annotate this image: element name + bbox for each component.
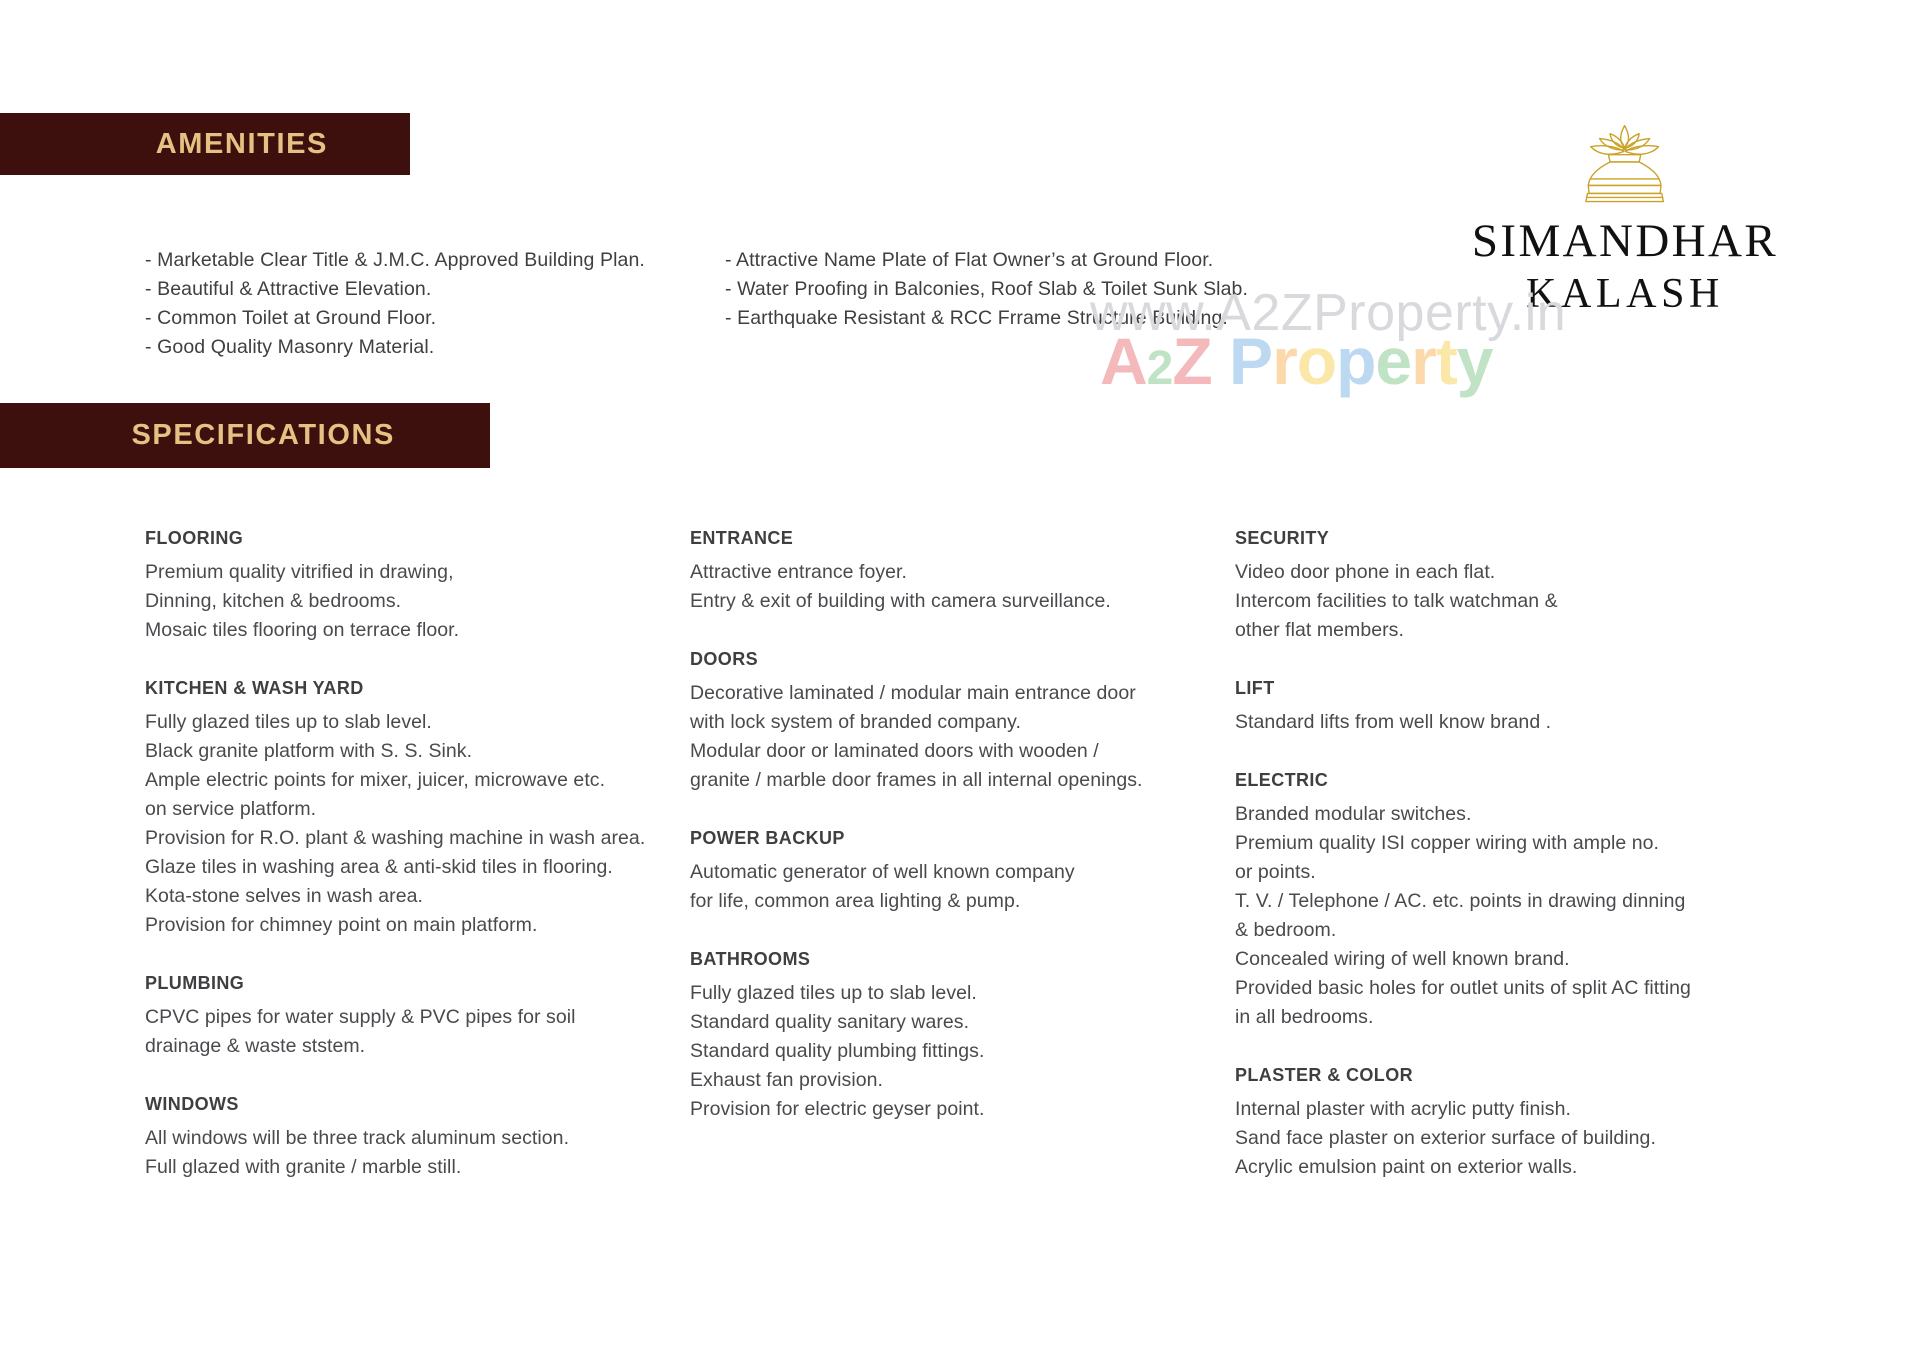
spec-group-title: SECURITY <box>1235 528 1330 548</box>
spec-line: Standard quality sanitary wares. <box>690 1011 970 1033</box>
spec-group-title: WINDOWS <box>145 1094 239 1114</box>
watermark-char-p: P <box>1211 324 1273 398</box>
spec-line: Automatic generator of well known company <box>690 861 1075 883</box>
spec-group <box>690 649 1235 795</box>
watermark-char-2: 2 <box>1146 342 1173 395</box>
amenity-item: - Earthquake Resistant & RCC Frrame Structure Building. <box>725 307 1228 329</box>
spec-group-title: FLOORING <box>145 528 244 548</box>
brand-name-line-1: SIMANDHAR <box>1471 215 1779 267</box>
spec-line: CPVC pipes for water supply & PVC pipes for soil <box>145 1006 576 1028</box>
spec-line: Mosaic tiles flooring on terrace floor. <box>145 619 460 641</box>
spec-line: & bedroom. <box>1235 919 1337 941</box>
spec-line: Glaze tiles in washing area & anti-skid tiles in flooring. <box>145 856 613 878</box>
spec-line: Attractive entrance foyer. <box>690 561 907 583</box>
spec-line: Branded modular switches. <box>1235 803 1472 825</box>
spec-line: Full glazed with granite / marble still. <box>145 1156 462 1178</box>
spec-line: for life, common area lighting & pump. <box>690 890 1021 912</box>
watermark-url: www.A2ZProperty.in <box>1090 284 1567 342</box>
specifications-columns <box>145 528 1845 1215</box>
brand-logo <box>1425 124 1825 315</box>
spec-group <box>690 828 1235 916</box>
spec-line: Acrylic emulsion paint on exterior walls. <box>1235 1156 1578 1178</box>
watermark-char-r: r <box>1272 324 1297 398</box>
watermark-char-r2: r <box>1411 324 1436 398</box>
spec-line: Provision for R.O. plant & washing machine in wash area. <box>145 827 646 849</box>
spec-group-title: ELECTRIC <box>1235 770 1329 790</box>
amenity-item: - Water Proofing in Balconies, Roof Slab & Toilet Sunk Slab. <box>725 278 1249 300</box>
watermark-char-a: A <box>1100 324 1147 398</box>
spec-group <box>145 678 690 940</box>
specifications-section-bar <box>0 403 490 468</box>
watermark-char-t: t <box>1435 324 1457 398</box>
amenity-item: - Marketable Clear Title & J.M.C. Approved Building Plan. <box>145 249 645 271</box>
specifications-column-1 <box>145 528 690 1215</box>
spec-line: Sand face plaster on exterior surface of building. <box>1235 1127 1656 1149</box>
spec-line: Concealed wiring of well known brand. <box>1235 948 1570 970</box>
spec-group <box>690 949 1235 1124</box>
spec-line: Standard quality plumbing fittings. <box>690 1040 985 1062</box>
spec-group <box>145 973 690 1061</box>
spec-line: drainage & waste ststem. <box>145 1035 366 1057</box>
specifications-column-2 <box>690 528 1235 1215</box>
spec-line: Provision for chimney point on main platform. <box>145 914 538 936</box>
spec-line: Provision for electric geyser point. <box>690 1098 985 1120</box>
amenities-section-bar <box>0 113 410 175</box>
spec-line: Standard lifts from well know brand . <box>1235 711 1552 733</box>
watermark-char-e: e <box>1375 324 1412 398</box>
amenities-title: AMENITIES <box>155 127 328 160</box>
spec-line: Premium quality vitrified in drawing, <box>145 561 454 583</box>
watermark-char-y: y <box>1456 324 1493 398</box>
spec-group-title: POWER BACKUP <box>690 828 845 848</box>
watermark-char-p2: p <box>1336 324 1376 398</box>
amenity-item: - Common Toilet at Ground Floor. <box>145 307 437 329</box>
spec-line: granite / marble door frames in all internal openings. <box>690 769 1143 791</box>
spec-line: on service platform. <box>145 798 317 820</box>
spec-group <box>1235 1065 1795 1182</box>
specifications-column-3 <box>1235 528 1795 1215</box>
spec-line: Kota-stone selves in wash area. <box>145 885 423 907</box>
spec-line: T. V. / Telephone / AC. etc. points in drawing dinning <box>1235 890 1686 912</box>
spec-group-title: ENTRANCE <box>690 528 794 548</box>
spec-group <box>145 528 690 645</box>
spec-line: Internal plaster with acrylic putty finish. <box>1235 1098 1571 1120</box>
specifications-title: SPECIFICATIONS <box>131 419 395 451</box>
spec-group-title: PLASTER & COLOR <box>1235 1065 1414 1085</box>
amenities-column-1 <box>145 246 725 362</box>
spec-group-title: KITCHEN & WASH YARD <box>145 678 364 698</box>
watermark-char-z: Z <box>1172 324 1212 398</box>
spec-group <box>1235 528 1795 645</box>
spec-line: Exhaust fan provision. <box>690 1069 883 1091</box>
amenity-item: - Beautiful & Attractive Elevation. <box>145 278 432 300</box>
spec-line: Dinning, kitchen & bedrooms. <box>145 590 402 612</box>
spec-group <box>690 528 1235 616</box>
spec-line: Premium quality ISI copper wiring with ample no. <box>1235 832 1659 854</box>
kalash-lotus-icon <box>1560 124 1689 208</box>
spec-group-title: LIFT <box>1235 678 1275 698</box>
spec-group <box>1235 678 1795 737</box>
spec-line: or points. <box>1235 861 1316 883</box>
spec-group <box>1235 770 1795 1032</box>
spec-line: Fully glazed tiles up to slab level. <box>145 711 432 733</box>
amenity-item: - Good Quality Masonry Material. <box>145 336 435 358</box>
amenities-list-container <box>145 246 1305 362</box>
amenity-item: - Attractive Name Plate of Flat Owner’s at Ground Floor. <box>725 249 1214 271</box>
spec-group <box>145 1094 690 1182</box>
spec-line: other flat members. <box>1235 619 1404 641</box>
spec-line: with lock system of branded company. <box>690 711 1021 733</box>
spec-line: All windows will be three track aluminum section. <box>145 1127 570 1149</box>
amenities-column-2 <box>725 246 1305 362</box>
spec-line: Fully glazed tiles up to slab level. <box>690 982 977 1004</box>
spec-line: Ample electric points for mixer, juicer, microwave etc. <box>145 769 606 791</box>
spec-line: Intercom facilities to talk watchman & <box>1235 590 1558 612</box>
spec-line: Provided basic holes for outlet units of split AC fitting <box>1235 977 1691 999</box>
spec-line: Video door phone in each flat. <box>1235 561 1496 583</box>
spec-group-title: PLUMBING <box>145 973 245 993</box>
spec-line: Entry & exit of building with camera surveillance. <box>690 590 1111 612</box>
watermark-char-o: o <box>1296 324 1337 398</box>
spec-group-title: BATHROOMS <box>690 949 811 969</box>
spec-group-title: DOORS <box>690 649 759 669</box>
spec-line: Black granite platform with S. S. Sink. <box>145 740 473 762</box>
spec-line: Decorative laminated / modular main entrance door <box>690 682 1136 704</box>
spec-line: Modular door or laminated doors with wooden / <box>690 740 1099 762</box>
spec-line: in all bedrooms. <box>1235 1006 1374 1028</box>
brand-name-line-2: KALASH <box>1526 271 1724 317</box>
